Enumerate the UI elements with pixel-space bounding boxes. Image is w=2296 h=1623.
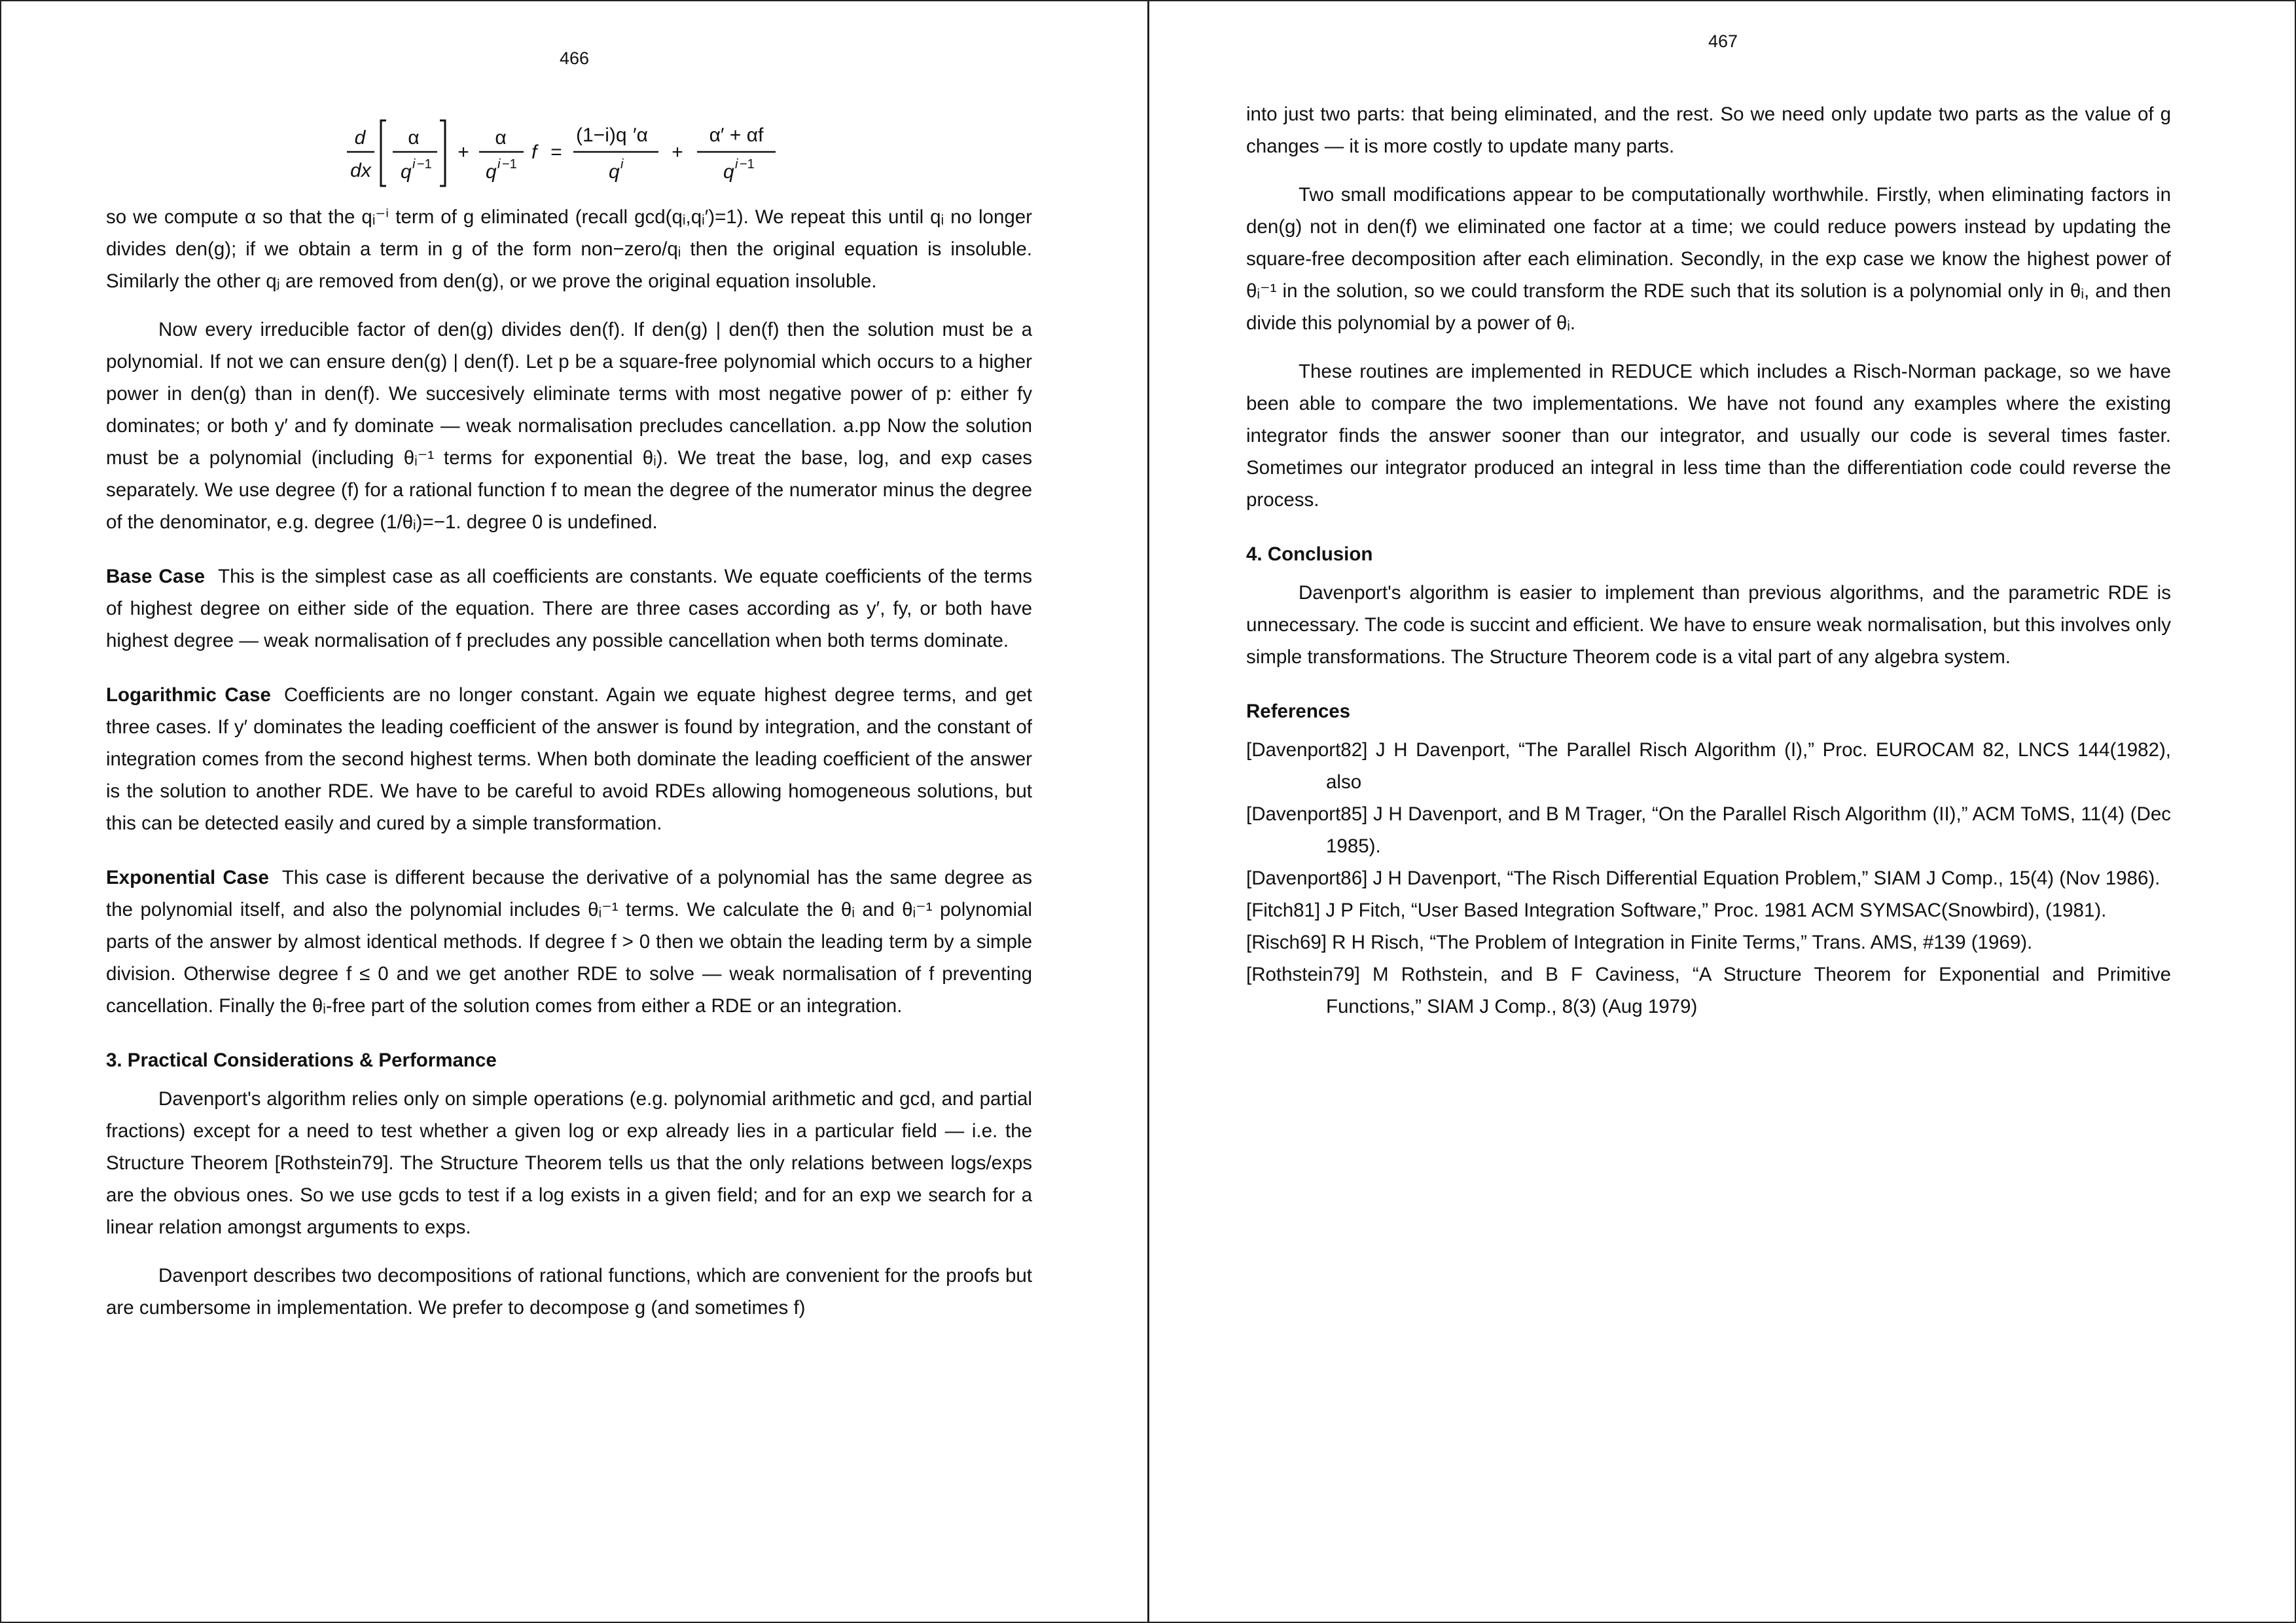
- right-page: [1151, 1, 2295, 1622]
- eq-num2: α′ + αf: [709, 124, 763, 146]
- base-case-text: This is the simplest case as all coefficients are constants. We equate coefficients of the terms of highest degree on either side of the equation. There are three cases according as y′, fy, or both have highest degree — weak normalisation of f precludes any possible cancellation when both terms dominate.: [106, 566, 1032, 651]
- eq-f: f: [531, 141, 537, 163]
- reference-item: [Fitch81] J P Fitch, “User Based Integration Software,” Proc. 1981 ACM SYMSAC(Snowbird), (1981).: [1246, 900, 2107, 921]
- reference-item: [Davenport86] J H Davenport, “The Risch Differential Equation Problem,” SIAM J Comp., 15(4) (Nov 1986).: [1246, 867, 2161, 889]
- eq-num1b: ′α: [632, 124, 648, 146]
- eq-dx: dx: [350, 160, 371, 181]
- right-page-content: [1246, 98, 2171, 1023]
- eq-q-2: q: [485, 161, 497, 183]
- paragraph-decompositions: Davenport describes two decompositions of rational functions, which are convenient for the proofs but are cumbersome in implementation. We prefer to decompose g (and sometimes f): [106, 1265, 1032, 1319]
- log-case-paragraph: [106, 679, 1032, 839]
- page-number: 467: [1708, 31, 1738, 51]
- eq-alpha: α: [407, 127, 420, 149]
- equation: [106, 113, 1032, 201]
- eq-q-sup-exp: −1: [416, 157, 432, 172]
- eq-q2-sup-exp: −1: [501, 157, 517, 172]
- reference-item: [Davenport82] J H Davenport, “The Parallel Risch Algorithm (I),” Proc. EUROCAM 82, LNCS 144(1982), also: [1246, 739, 2171, 793]
- eq-plus-2: +: [671, 141, 683, 163]
- left-page: [1, 1, 1149, 1622]
- reference-item: [Rothstein79] M Rothstein, and B F Caviness, “A Structure Theorem for Exponential and Primitive Functions,” SIAM J Comp., 8(3) (Aug 1979): [1246, 964, 2171, 1017]
- eq-den2: q: [723, 161, 734, 183]
- eq-den1: q: [608, 161, 620, 183]
- eq-num1: (1−i)q: [575, 124, 627, 146]
- exp-case-heading: Exponential Case: [106, 867, 269, 888]
- eq-plus-1: +: [457, 141, 469, 163]
- exp-case-text: This case is different because the derivative of a polynomial has the same degree as the polynomial itself, and also the polynomial includes θᵢ⁻¹ terms. We calculate the θᵢ and θᵢ⁻¹ polynomial parts of the answer by almost identical methods. If degree f > 0 then we obtain the leading term by a simple division. Otherwise degree f ≤ 0 and we get another RDE to solve — weak normalisation of f preventing cancellation. Finally the θᵢ-free part of the solution comes from either a RDE or an integration.: [106, 867, 1032, 1017]
- reference-item: [Davenport85] J H Davenport, and B M Trager, “On the Parallel Risch Algorithm (II),” ACM ToMS, 11(4) (Dec 1985).: [1246, 803, 2171, 857]
- reference-item: [Risch69] R H Risch, “The Problem of Integration in Finite Terms,” Trans. AMS, #139 (1969).: [1246, 932, 2033, 953]
- eq-den2-sup-exp: −1: [739, 157, 755, 172]
- conclusion-heading: 4. Conclusion: [1246, 543, 1373, 565]
- eq-q-sup: i: [412, 157, 415, 172]
- paragraph-modifications: Two small modifications appear to be computationally worthwhile. Firstly, when eliminating factors in den(g) not in den(f) we eliminated one factor at a time; we could reduce powers instead by updating the square-free decomposition after each elimination. Secondly, in the exp case we know the highest power of θᵢ⁻¹ in the solution, so we could transform the RDE such that its solution is a polynomial only in θᵢ, and then divide this polynomial by a power of θᵢ.: [1246, 184, 2171, 334]
- eq-d: d: [354, 127, 365, 149]
- log-case-text: Coefficients are no longer constant. Again we equate highest degree terms, and get three cases. If y′ dominates the leading coefficient of the answer is found by integration, and the constant of integration comes from the second highest terms. When both dominate the leading coefficient of the answer is the solution to another RDE. We have to be careful to avoid RDEs allowing homogeneous solutions, but this can be detected easily and cured by a simple transformation.: [106, 684, 1033, 834]
- page-number: 466: [559, 48, 590, 68]
- eq-den1-sup: i: [620, 157, 623, 172]
- eq-equals: =: [550, 141, 562, 163]
- exp-case-paragraph: [106, 862, 1032, 1022]
- paragraph-compute-alpha: so we compute α so that the qᵢ⁻ⁱ term of g eliminated (recall gcd(qᵢ,qᵢ′)=1). We repeat this until qᵢ no longer divides den(g); if we obtain a term in g of the form non−zero/qᵢ then the original equation is insoluble. Similarly the other qⱼ are removed from den(g), or we prove the original equation insoluble.: [106, 206, 1032, 292]
- base-case-heading: Base Case: [106, 566, 206, 587]
- equation-formula: [340, 113, 798, 198]
- log-case-heading: Logarithmic Case: [106, 684, 271, 706]
- references-heading: References: [1246, 701, 1351, 722]
- paragraph-continuation: into just two parts: that being eliminated, and the rest. So we need only update two parts as the value of g changes — it is more costly to update many parts.: [1246, 103, 2171, 157]
- paragraph-davenport-algorithm: Davenport's algorithm relies only on simple operations (e.g. polynomial arithmetic and gcd, and partial fractions) except for a need to test whether a given log or exp already lies in a particular field — i.e. the Structure Theorem [Rothstein79]. The Structure Theorem tells us that the only relations between logs/exps are the obvious ones. So we use gcds to test if a log exists in a given field; and for an exp we search for a linear relation amongst arguments to exps.: [106, 1088, 1032, 1238]
- left-page-content: [106, 113, 1032, 1324]
- eq-alpha-2: α: [494, 127, 507, 149]
- eq-den2-sup: i: [734, 157, 738, 172]
- conclusion-text: Davenport's algorithm is easier to implement than previous algorithms, and the parametric RDE is unnecessary. The code is succint and efficient. We have to ensure weak normalisation, but this involves only simple transformations. The Structure Theorem code is a vital part of any algebra system.: [1246, 582, 2171, 668]
- base-case-paragraph: [106, 560, 1032, 657]
- paragraph-reduce: These routines are implemented in REDUCE which includes a Risch-Norman package, so we have been able to compare the two implementations. We have not found any examples where the existing integrator finds the answer sooner than our integrator, and usually our code is several times faster. Sometimes our integrator produced an integral in less time than the differentiation code could reverse the process.: [1246, 361, 2171, 511]
- eq-q: q: [400, 161, 412, 183]
- section-3-heading: 3. Practical Considerations & Performance: [106, 1049, 497, 1071]
- eq-q2-sup: i: [497, 157, 500, 172]
- paragraph-irreducible-factor: Now every irreducible factor of den(g) divides den(f). If den(g) | den(f) then the solution must be a polynomial. If not we can ensure den(g) | den(f). Let p be a square-free polynomial which occurs to a higher power in den(g) than in den(f). We succesively eliminate terms with most negative power of p: either fy dominates; or both y′ and fy dominate — weak normalisation precludes cancellation. a.pp Now the solution must be a polynomial (including θᵢ⁻¹ terms for exponential θᵢ). We treat the base, log, and exp cases separately. We use degree (f) for a rational function f to mean the degree of the numerator minus the degree of the denominator, e.g. degree (1/θᵢ)=−1. degree 0 is undefined.: [106, 319, 1032, 533]
